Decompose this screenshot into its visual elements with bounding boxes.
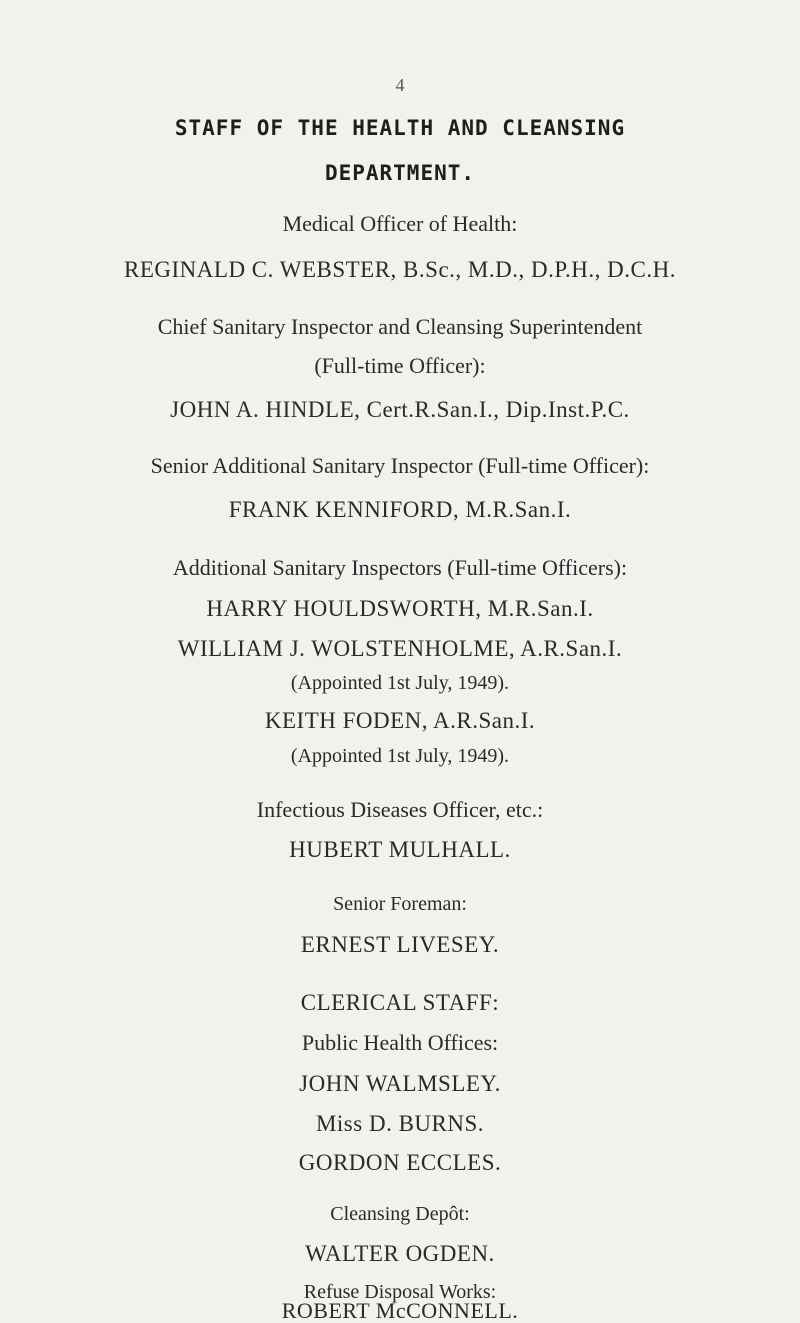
clerical-name-3: GORDON ECCLES. [298,1150,502,1175]
heading-line-2: DEPARTMENT. [324,161,476,185]
refuse-works-role: Refuse Disposal Works: [303,1281,497,1303]
additional-inspector-note-2: (Appointed 1st July, 1949). [290,672,510,694]
senior-foreman-name: ERNEST LIVESEY. [300,932,500,957]
clerical-name-1: JOHN WALMSLEY. [299,1071,501,1096]
clerical-name-2: Miss D. BURNS. [315,1111,485,1136]
additional-inspectors-role: Additional Sanitary Inspectors (Full-time Officers): [172,555,628,580]
heading-line-1: STAFF OF THE HEALTH AND CLEANSING [174,116,626,140]
refuse-works-name: ROBERT McCONNELL. [281,1298,519,1323]
moh-name: REGINALD C. WEBSTER, B.Sc., M.D., D.P.H., D.C.H. [124,257,676,282]
senior-foreman-role: Senior Foreman: [333,893,467,915]
cleansing-depot-role: Cleansing Depôt: [330,1203,470,1225]
cleansing-depot-name: WALTER OGDEN. [305,1241,495,1266]
additional-inspector-note-3: (Appointed 1st July, 1949). [290,745,510,767]
page-number: 4 [395,75,405,95]
additional-inspector-name-2: WILLIAM J. WOLSTENHOLME, A.R.San.I. [177,636,623,661]
public-health-offices-role: Public Health Offices: [301,1030,499,1055]
senior-inspector-role: Senior Additional Sanitary Inspector (Full-time Officer): [150,453,650,478]
infectious-officer-name: HUBERT MULHALL. [289,837,511,862]
chief-inspector-role-line-2: (Full-time Officer): [314,353,486,378]
moh-role: Medical Officer of Health: [282,211,518,236]
senior-inspector-name: FRANK KENNIFORD, M.R.San.I. [228,497,572,522]
additional-inspector-name-1: HARRY HOULDSWORTH, M.R.San.I. [206,596,594,621]
additional-inspector-name-3: KEITH FODEN, A.R.San.I. [264,708,536,733]
chief-inspector-role-line-1: Chief Sanitary Inspector and Cleansing Superintendent [157,314,643,339]
chief-inspector-name: JOHN A. HINDLE, Cert.R.San.I., Dip.Inst.P.C. [170,397,630,422]
infectious-officer-role: Infectious Diseases Officer, etc.: [256,797,544,822]
clerical-staff-title: CLERICAL STAFF: [300,990,500,1015]
